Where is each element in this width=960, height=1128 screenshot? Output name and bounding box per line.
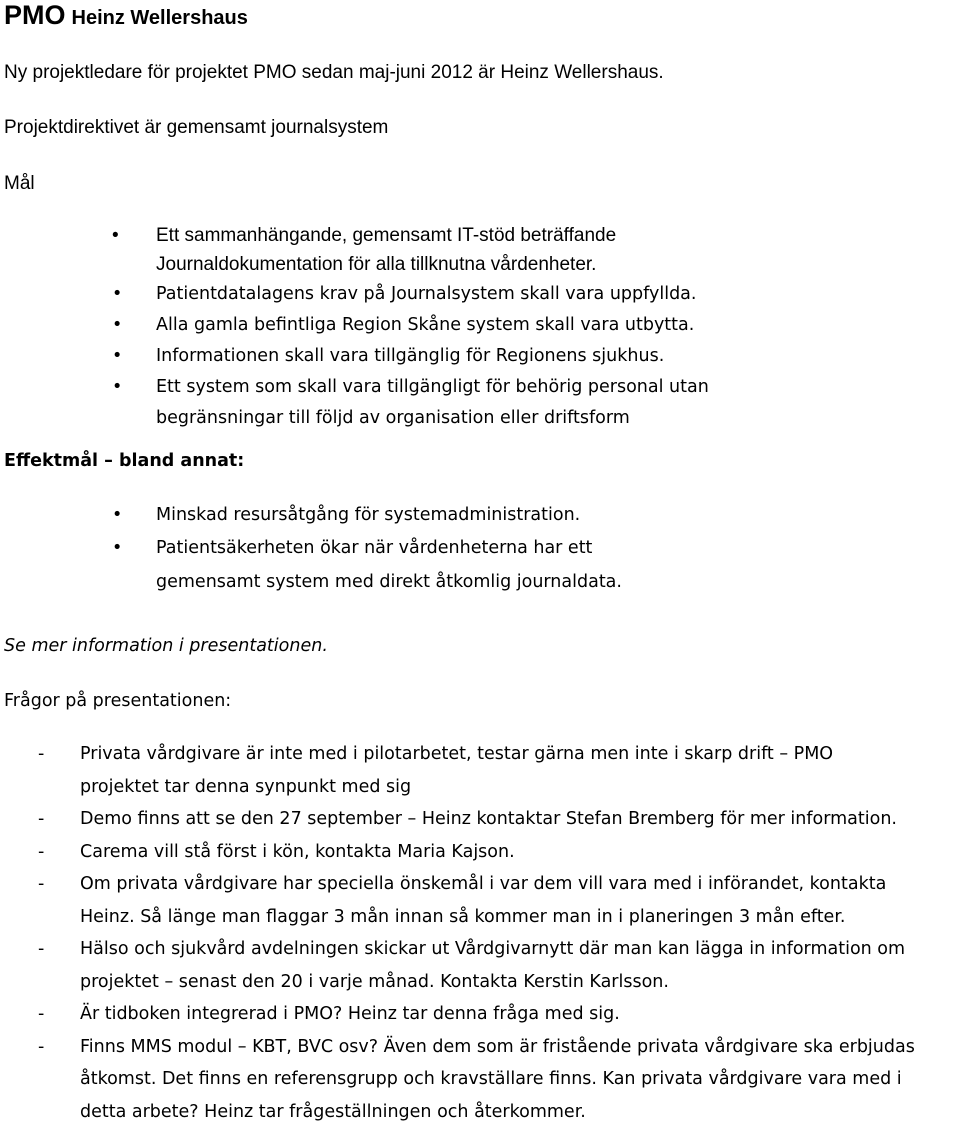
- effect-item: • Minskad resursåtgång för systemadministration.: [112, 500, 622, 531]
- goal-item: • Alla gamla befintliga Region Skåne system skall vara utbytta.: [112, 310, 709, 341]
- question-item: - Hälso och sjukvård avdelningen skickar ut Vårdgivarnytt där man kan lägga in information om projektet – senast den 20 i varje månad. Kontakta Kerstin Karlsson.: [4, 933, 954, 998]
- question-item: - Finns MMS modul – KBT, BVC osv? Även dem som är fristående privata vårdgivare ska erbjudas åtkomst. Det finns en referensgrupp och kravställare finns. Kan privata vårdgivare vara med i detta arbete? Heinz tar frågeställningen och återkommer.: [4, 1031, 954, 1128]
- goal-item: • Informationen skall vara tillgänglig för Regionens sjukhus.: [112, 341, 709, 372]
- question-item: - Demo finns att se den 27 september – Heinz kontaktar Stefan Bremberg för mer information.: [4, 803, 954, 836]
- more-info-text: Se mer information i presentationen.: [4, 631, 328, 662]
- project-leader-name: Heinz Wellershaus: [72, 7, 248, 29]
- question-item: - Privata vårdgivare är inte med i pilotarbetet, testar gärna men inte i skarp drift – PMO projektet tar denna synpunkt med sig: [4, 738, 954, 803]
- intro-text: Ny projektledare för projektet PMO sedan maj-juni 2012 är Heinz Wellershaus.: [4, 58, 664, 87]
- goal-item: • Patientdatalagens krav på Journalsystem skall vara uppfyllda.: [112, 279, 709, 310]
- question-item: - Om privata vårdgivare har speciella önskemål i var dem vill vara med i införandet, kontakta Heinz. Så länge man flaggar 3 mån innan så kommer man in i planeringen 3 mån efter.: [4, 868, 954, 933]
- effect-item: • Patientsäkerheten ökar när vårdenheterna har ett gemensamt system med direkt åtkomlig journaldata.: [112, 531, 622, 599]
- effect-heading: Effektmål – bland annat:: [4, 446, 244, 477]
- goal-item: • Ett system som skall vara tillgängligt för behörig personal utan begränsningar till följd av organisation eller driftsform: [112, 372, 709, 434]
- directive-text: Projektdirektivet är gemensamt journalsystem: [4, 113, 388, 142]
- question-item: - Carema vill stå först i kön, kontakta Maria Kajson.: [4, 836, 954, 869]
- effects-list: [112, 500, 622, 599]
- questions-list: [4, 738, 954, 1128]
- question-item: - Är tidboken integrerad i PMO? Heinz tar denna fråga med sig.: [4, 998, 954, 1031]
- goals-heading: Mål: [4, 169, 35, 198]
- page-title: [4, 0, 248, 31]
- goals-list: [112, 221, 709, 434]
- goal-item: • Ett sammanhängande, gemensamt IT-stöd beträffande Journaldokumentation för alla tillknutna vårdenheter.: [112, 221, 709, 279]
- project-name: PMO: [4, 0, 66, 30]
- questions-heading: Frågor på presentationen:: [4, 686, 231, 717]
